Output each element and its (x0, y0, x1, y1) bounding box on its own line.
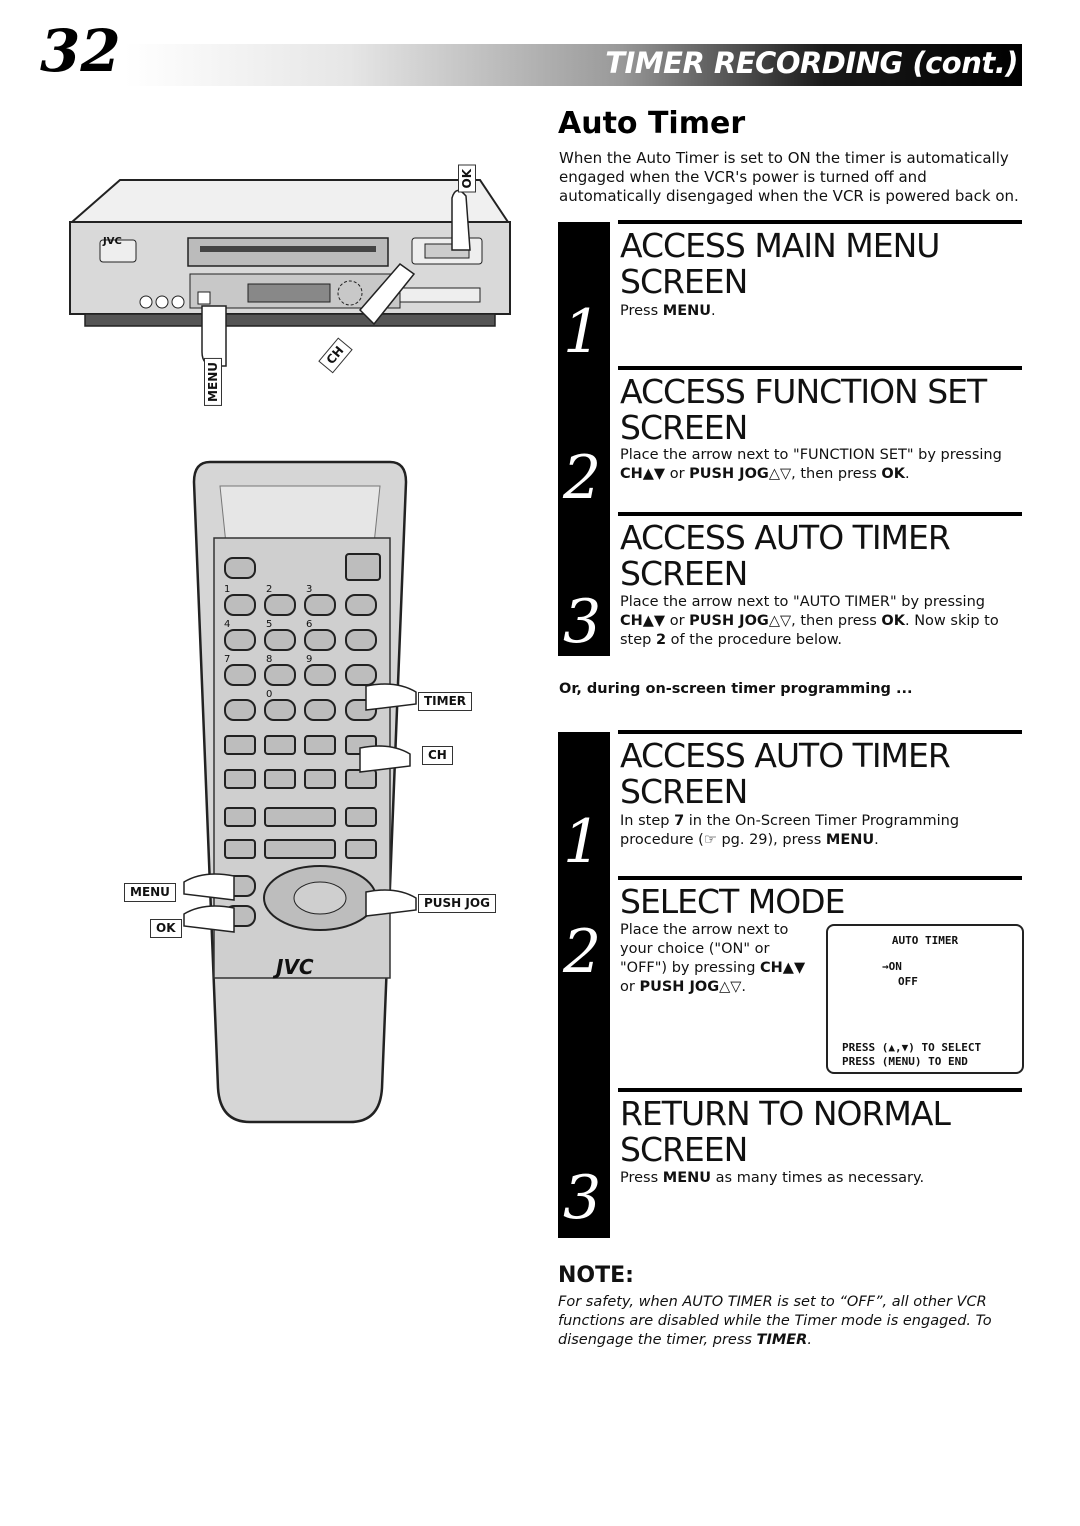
step-b3-body: Press MENU as many times as necessary. (620, 1170, 925, 1186)
key-2: 2 (266, 584, 273, 595)
osd-option-off: OFF (898, 975, 918, 988)
key-4: 4 (224, 619, 231, 630)
key-3: 3 (306, 584, 313, 595)
step-b3-number: 3 (563, 1163, 602, 1233)
osd-option-on: →ON (882, 960, 902, 973)
step-b2-body: Place the arrow next to your choice ("ON" or "OFF") by pressing CH▲▼ or PUSH JOG△▽. (620, 922, 806, 995)
label-menu-vcr: MENU (204, 358, 222, 406)
remote-brand: JVC (276, 955, 314, 979)
step-a1-heading: ACCESS MAIN MENU SCREEN (620, 226, 940, 301)
step-a3-number: 3 (563, 587, 602, 657)
step-a2-number: 2 (563, 443, 602, 513)
step-rule (618, 220, 1022, 224)
osd-help-select: PRESS (▲,▼) TO SELECT (842, 1041, 982, 1054)
label-menu: MENU (124, 883, 176, 902)
osd-auto-timer-screen (826, 924, 1024, 1074)
step-rule (618, 1088, 1022, 1092)
key-5: 5 (266, 619, 273, 630)
label-ok-vcr: OK (458, 165, 476, 193)
step-rule (618, 512, 1022, 516)
key-8: 8 (266, 654, 273, 665)
vcr-brand: JVC (103, 236, 122, 247)
vcr-illustration (60, 160, 520, 420)
osd-help-end: PRESS (MENU) TO END (842, 1055, 968, 1068)
label-ok: OK (150, 919, 182, 938)
step-b2-number: 2 (563, 917, 602, 987)
note-label: NOTE: (558, 1263, 634, 1288)
label-timer: TIMER (418, 692, 472, 711)
header-title: TIMER RECORDING (cont.) (605, 46, 1018, 80)
step-b2-heading: SELECT MODE (620, 882, 845, 921)
label-ch-vcr: CH (318, 338, 352, 374)
step-b1-heading: ACCESS AUTO TIMER SCREEN (620, 736, 950, 811)
step-a3-body: Place the arrow next to "AUTO TIMER" by pressing CH▲▼ or PUSH JOG△▽, then press OK. Now skip to step 2 of the procedure below. (620, 594, 999, 648)
section-title: Auto Timer (558, 106, 746, 141)
label-push-jog: PUSH JOG (418, 894, 496, 913)
note-text: For safety, when AUTO TIMER is set to “OFF”, all other VCR functions are disabled while the Timer mode is engaged. To disengage the timer, press TIMER. (558, 1294, 992, 1348)
step-a3-heading: ACCESS AUTO TIMER SCREEN (620, 518, 950, 593)
step-a2-body: Place the arrow next to "FUNCTION SET" by pressing CH▲▼ or PUSH JOG△▽, then press OK. (620, 447, 1002, 482)
step-a1-number: 1 (563, 297, 602, 367)
key-6: 6 (306, 619, 313, 630)
step-b1-body: In step 7 in the On-Screen Timer Programming procedure (☞ pg. 29), press MENU. (620, 813, 960, 848)
key-7: 7 (224, 654, 231, 665)
key-9: 9 (306, 654, 313, 665)
step-rule (618, 876, 1022, 880)
key-0: 0 (266, 689, 273, 700)
step-b1-number: 1 (563, 807, 602, 877)
step-rule (618, 730, 1022, 734)
step-rule (618, 366, 1022, 370)
remote-illustration (170, 458, 430, 1130)
step-b3-heading: RETURN TO NORMAL SCREEN (620, 1094, 950, 1169)
label-ch: CH (422, 746, 453, 765)
key-1: 1 (224, 584, 231, 595)
osd-title: AUTO TIMER (891, 934, 959, 947)
step-a1-body: Press MENU. (620, 303, 716, 319)
section-intro: When the Auto Timer is set to ON the timer is automatically engaged when the VCR's power is turned off and automatically disengaged when the VCR is powered back on. (559, 149, 1019, 205)
step-a2-heading: ACCESS FUNCTION SET SCREEN (620, 372, 987, 447)
sub-heading: Or, during on-screen timer programming ... (559, 681, 913, 697)
page-number: 32 (40, 17, 121, 85)
